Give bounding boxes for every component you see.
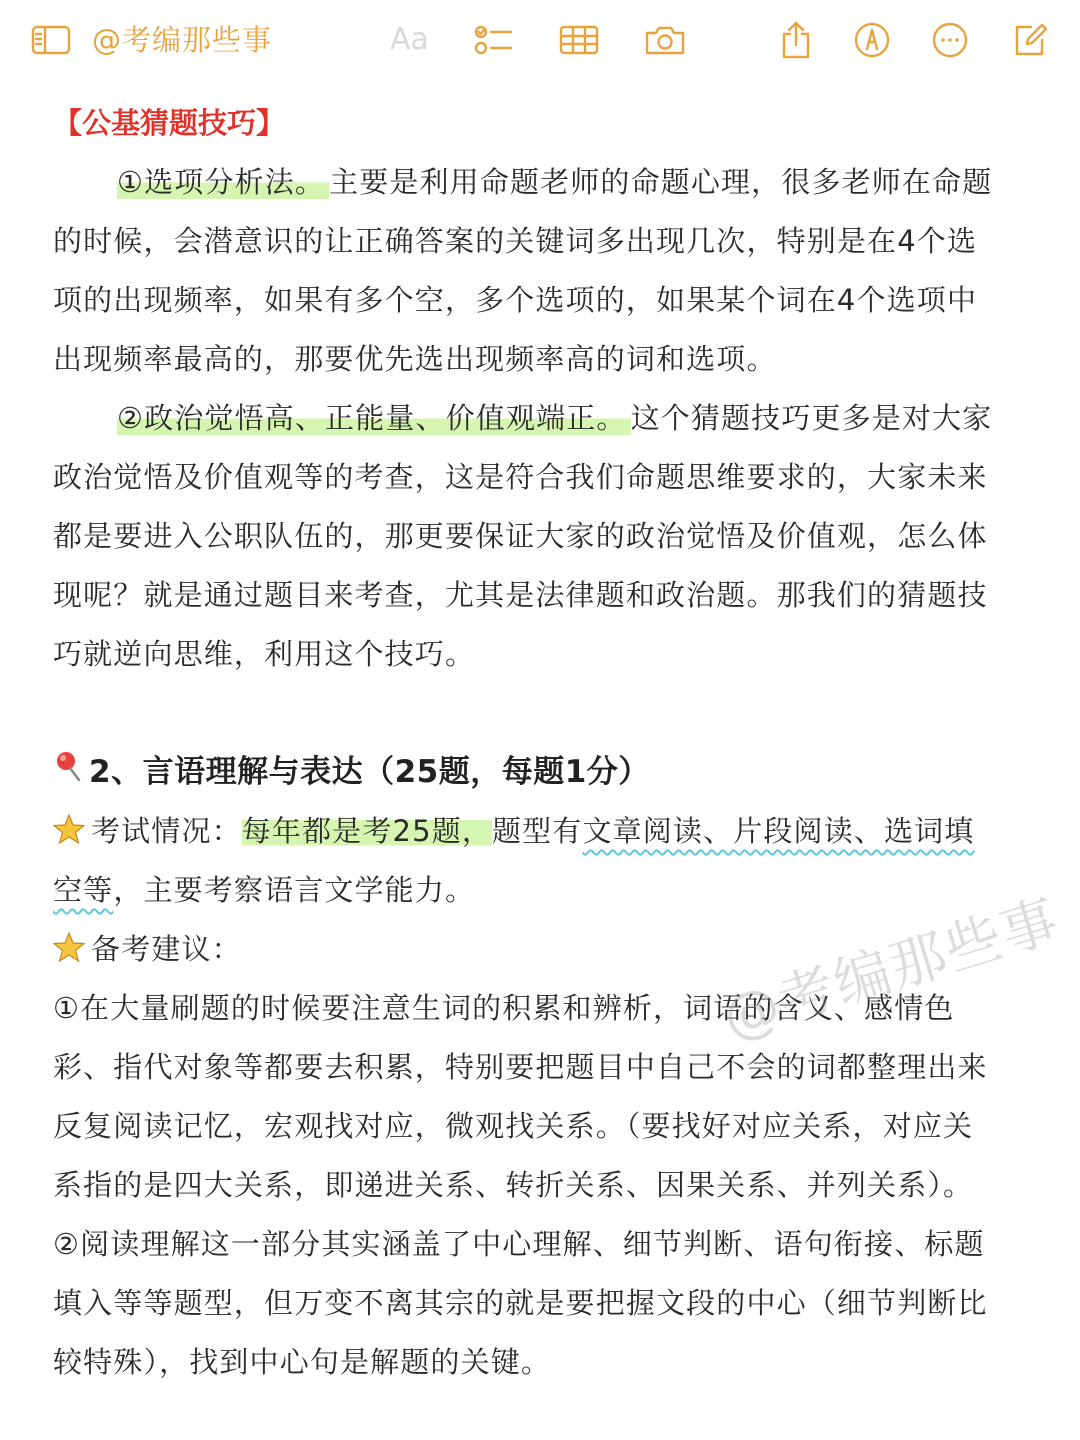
wavy-underline-text: 文章阅读、片段阅读、选词填 [582, 814, 975, 848]
paragraph-line: 出现频率最高的，那要优先选出现频率高的词和选项。 [53, 342, 777, 376]
paragraph-line: ②阅读理解这一部分其实涵盖了中心理解、细节判断、语句衔接、标题 [53, 1227, 985, 1261]
more-icon[interactable] [930, 20, 970, 60]
star-icon [53, 802, 91, 861]
paragraph-text: ，主要考察语言文学能力。 [113, 873, 476, 907]
table-icon[interactable] [556, 20, 602, 60]
exam-info-line-2 [53, 861, 1028, 920]
star-icon [53, 920, 91, 979]
paragraph-line: 现呢？就是通过题目来考查，尤其是法律题和政治题。那我们的猜题技 [53, 578, 988, 612]
paragraph-line: 政治觉悟及价值观等的考查，这是符合我们命题思维要求的，大家未来 [53, 460, 988, 494]
paragraph-line: 的时候，会潜意识的让正确答案的关键词多出现几次，特别是在4个选 [53, 224, 978, 258]
paragraph-text: 这个猜题技巧更多是对大家 [630, 401, 993, 435]
paragraph-text: 主要是利用命题老师的命题心理，很多老师在命题 [329, 165, 993, 199]
paragraph-text: 题型有 [492, 814, 583, 848]
checklist-icon[interactable] [472, 20, 516, 60]
share-icon[interactable] [776, 20, 816, 60]
paragraph-line [53, 153, 1028, 212]
paragraph-line: 都是要进入公职队伍的，那更要保证大家的政治觉悟及价值观，怎么体 [53, 519, 988, 553]
markup-pen-icon[interactable] [852, 20, 892, 60]
label-text: 考试情况： [91, 814, 242, 848]
exam-info-line [53, 802, 1028, 861]
section-heading-gongji: 【公基猜题技巧】 [53, 106, 286, 140]
paragraph-line: 系指的是四大关系，即递进关系、转折关系、因果关系、并列关系）。 [53, 1168, 974, 1202]
highlight-text: 每年都是考25题， [241, 814, 493, 848]
highlight-text: ②政治觉悟高、正能量、价值观端正。 [117, 401, 631, 435]
heading-text: 2、言语理解与表达（25题，每题1分） [89, 754, 650, 790]
paragraph-line: 反复阅读记忆，宏观找对应，微观找关系。（要找好对应关系，对应关 [53, 1109, 974, 1143]
label-text: 备考建议： [91, 932, 242, 966]
note-body[interactable] [53, 94, 1028, 1392]
compose-icon[interactable] [1010, 20, 1050, 60]
sidebar-toggle-icon[interactable] [30, 20, 72, 60]
format-text-button[interactable]: Aa [390, 22, 429, 57]
pushpin-icon [53, 744, 89, 803]
paragraph-line: 较特殊），找到中心句是解题的关键。 [53, 1345, 552, 1379]
note-toolbar [0, 0, 1080, 80]
paragraph-line: 巧就逆向思维，利用这个技巧。 [53, 637, 476, 671]
watermark-text: @考编那些事 [715, 887, 1068, 1052]
blank-line [53, 684, 1028, 743]
paragraph-line: 彩、指代对象等都要去积累，特别要把题目中自己不会的词都整理出来 [53, 1050, 988, 1084]
wavy-underline-text: 空等 [53, 873, 114, 907]
paragraph-line [53, 389, 1028, 448]
paragraph-line: ①在大量刷题的时候要注意生词的积累和辨析，词语的含义、感情色 [53, 991, 955, 1025]
section-heading-yanyu [53, 743, 1028, 802]
camera-icon[interactable] [642, 20, 688, 60]
paragraph-line: 填入等等题型，但万变不离其宗的就是要把握文段的中心（细节判断比 [53, 1286, 988, 1320]
highlight-text: ①选项分析法。 [117, 165, 329, 199]
account-title[interactable]: @考编那些事 [92, 23, 273, 57]
paragraph-line: 项的出现频率，如果有多个空，多个选项的，如果某个词在4个选项中 [53, 283, 978, 317]
